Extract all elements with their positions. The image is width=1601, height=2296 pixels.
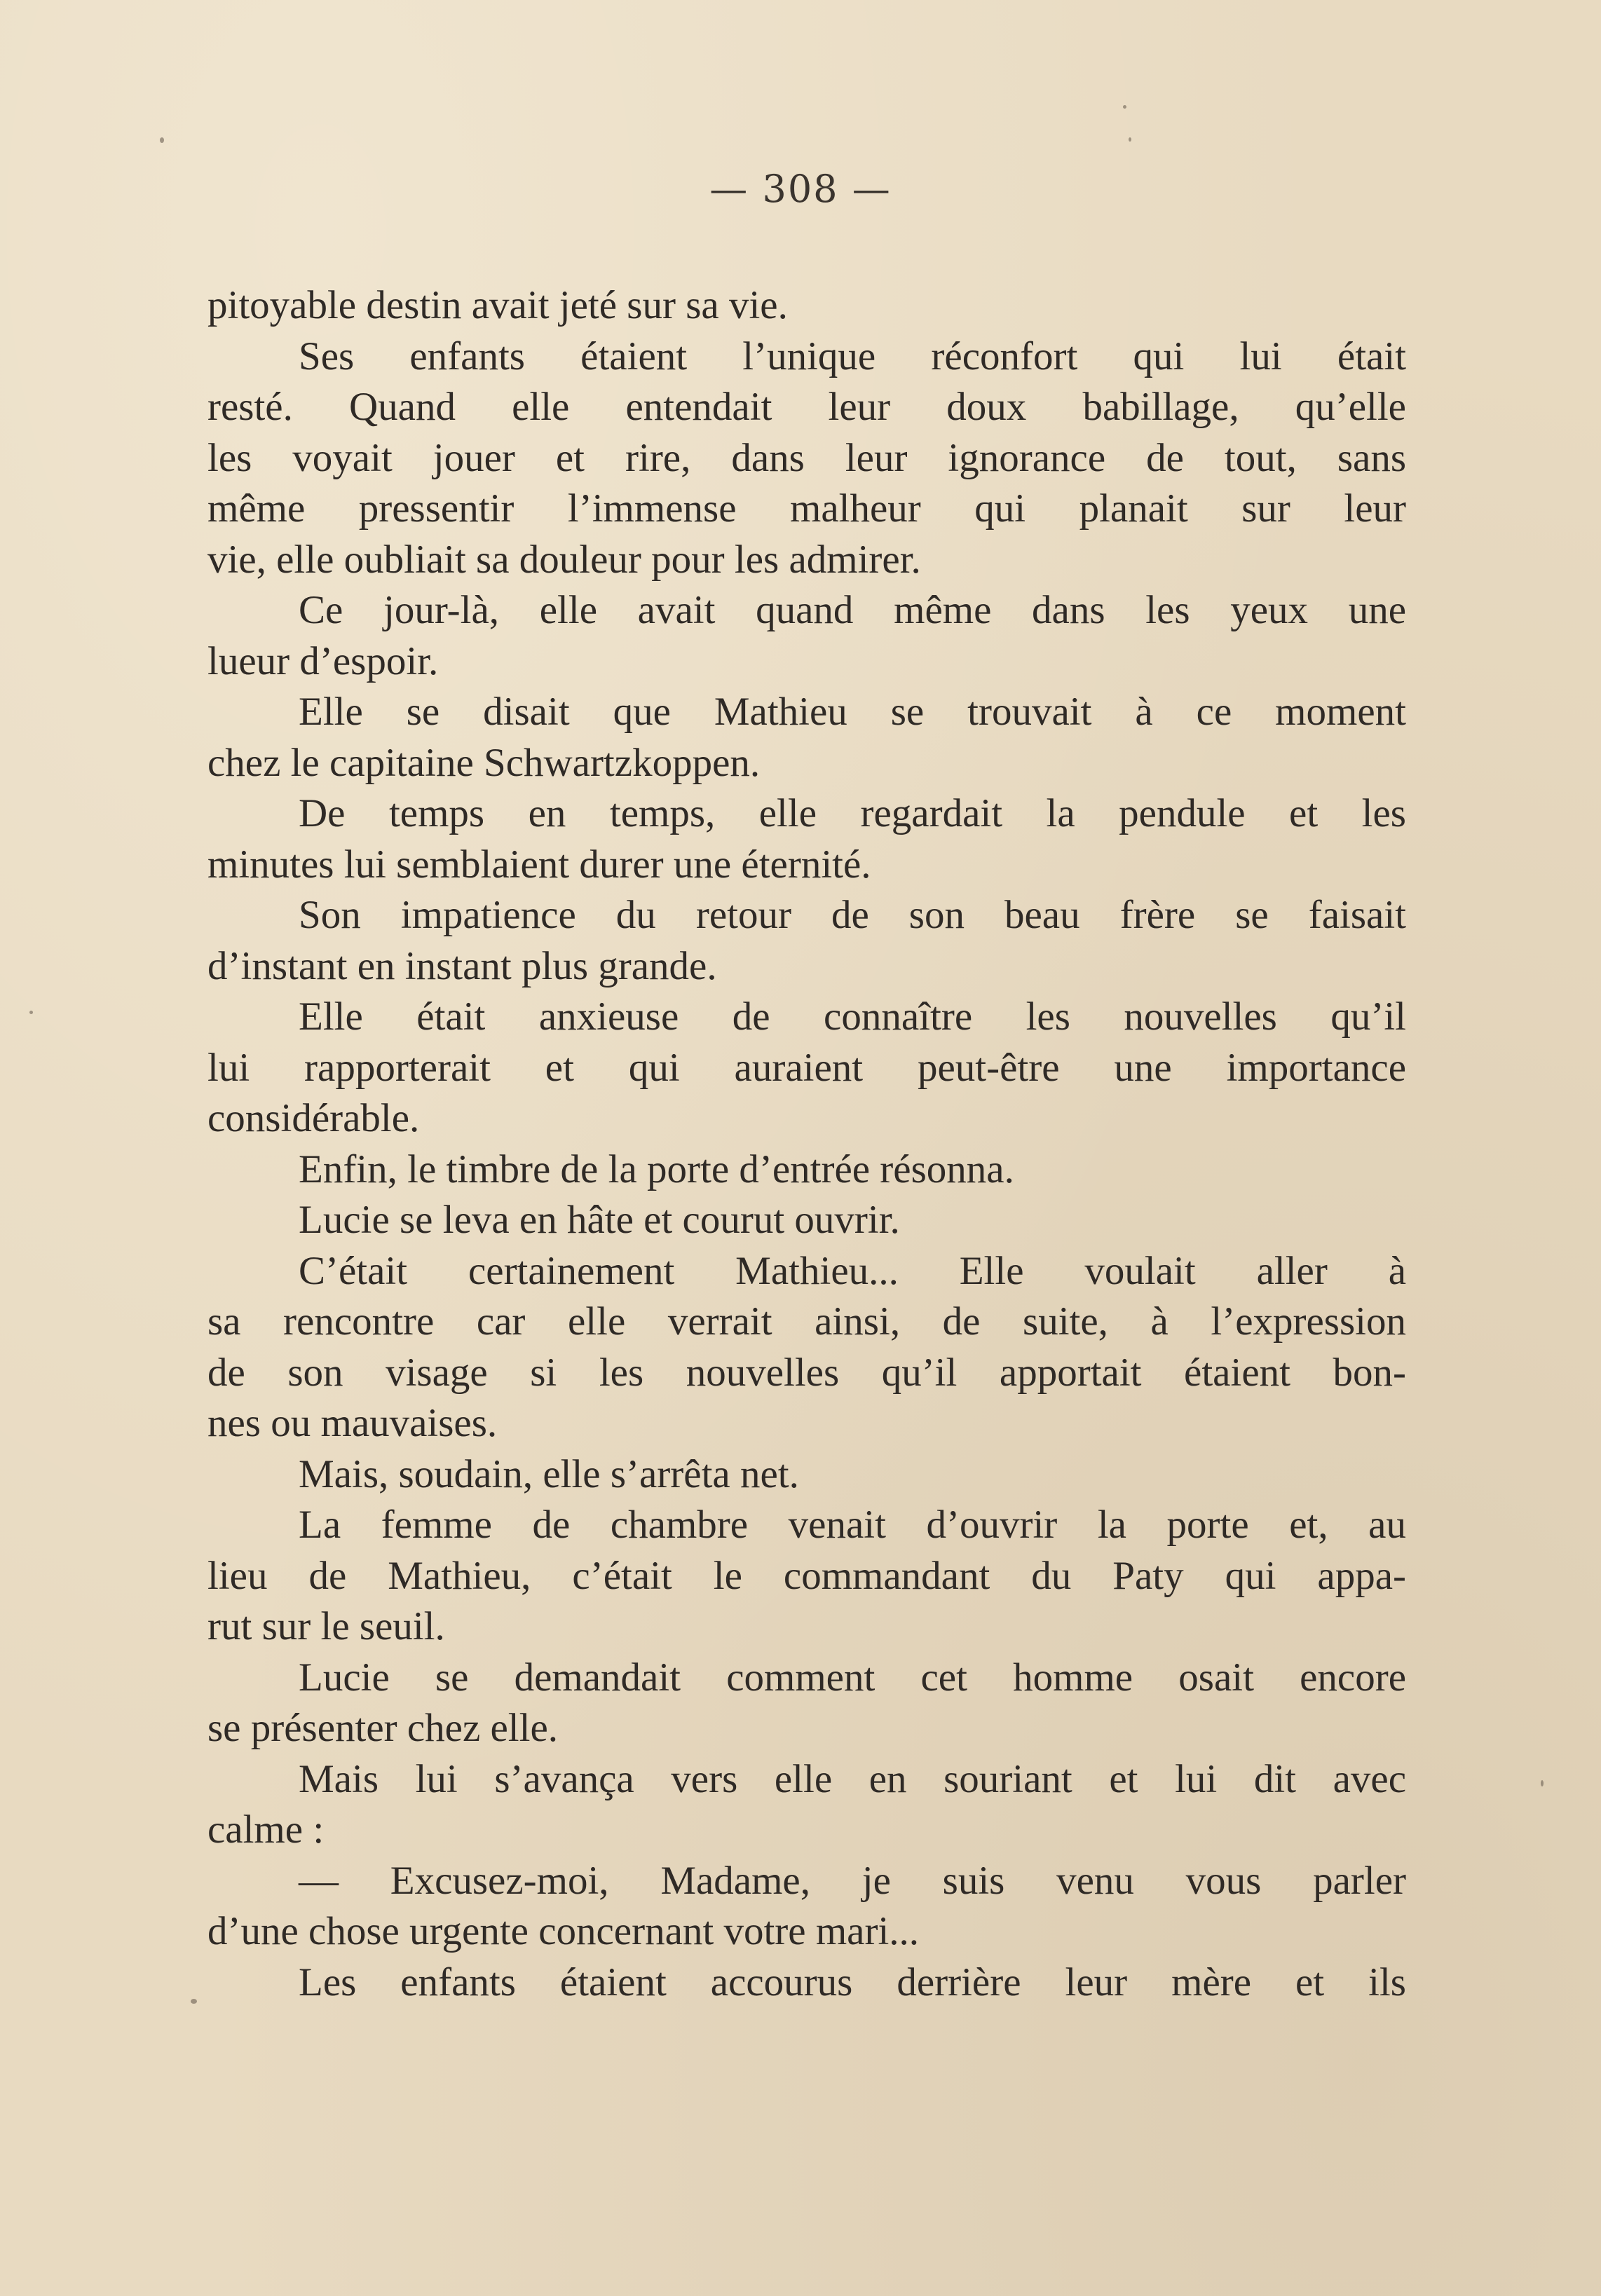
text-line: Son impatience du retour de son beau frère se faisait — [299, 893, 1406, 937]
text-line: chez le capitaine Schwartzkoppen. — [207, 740, 761, 785]
paper-speck — [1129, 137, 1131, 142]
text-line: rut sur le seuil. — [207, 1604, 445, 1648]
text-line: d’instant en instant plus grande. — [207, 943, 717, 988]
text-line: vie, elle oubliait sa douleur pour les admirer. — [207, 537, 921, 582]
text-line: lui rapporterait et qui auraient peut-être une importance — [207, 1045, 1406, 1090]
text-line: Les enfants étaient accourus derrière leur mère et ils — [299, 1960, 1406, 2004]
text-line: se présenter chez elle. — [207, 1706, 559, 1750]
text-line: C’était certainement Mathieu... Elle voulait aller à — [299, 1248, 1406, 1293]
text-line: d’une chose urgente concernant votre mari... — [207, 1909, 920, 1953]
paper-speck — [1123, 105, 1126, 109]
text-line: minutes lui semblaient durer une éternité. — [207, 842, 871, 887]
text-line: Elle était anxieuse de connaître les nouvelles qu’il — [299, 995, 1406, 1039]
text-line: les voyait jouer et rire, dans leur ignorance de tout, sans — [207, 435, 1406, 480]
text-line: Mais, soudain, elle s’arrêta net. — [299, 1451, 799, 1496]
text-line: Ce jour-là, elle avait quand même dans les yeux une — [299, 588, 1406, 632]
text-line: même pressentir l’immense malheur qui planait sur leur — [207, 486, 1406, 531]
paper-speck — [160, 137, 164, 143]
text-line: Ses enfants étaient l’unique réconfort qui lui était — [299, 334, 1406, 378]
paper-speck — [191, 1999, 197, 2004]
page-body-text — [207, 280, 1406, 2008]
text-line: nes ou mauvaises. — [207, 1401, 498, 1445]
text-line: considérable. — [207, 1096, 420, 1140]
text-line: Mais lui s’avança vers elle en souriant et lui dit avec — [299, 1756, 1406, 1801]
text-line: pitoyable destin avait jeté sur sa vie. — [207, 283, 788, 327]
text-line: Lucie se demandait comment cet homme osait encore — [299, 1655, 1406, 1700]
text-line: calme : — [207, 1808, 325, 1852]
text-line: Lucie se leva en hâte et courut ouvrir. — [299, 1198, 900, 1242]
text-line: lueur d’espoir. — [207, 638, 439, 683]
paper-speck — [29, 1011, 33, 1014]
paper-speck — [1541, 1780, 1544, 1786]
text-line: lieu de Mathieu, c’était le commandant du Paty qui appa- — [207, 1553, 1406, 1598]
text-line: Elle se disait que Mathieu se trouvait à ce moment — [299, 690, 1406, 734]
text-line: — Excusez-moi, Madame, je suis venu vous parler — [299, 1858, 1406, 1903]
text-line: sa rencontre car elle verrait ainsi, de suite, à l’expression — [207, 1299, 1406, 1344]
text-line: resté. Quand elle entendait leur doux babillage, qu’elle — [207, 385, 1406, 429]
text-line: La femme de chambre venait d’ouvrir la porte et, au — [299, 1503, 1406, 1547]
text-line: De temps en temps, elle regardait la pendule et les — [299, 791, 1406, 835]
text-line: de son visage si les nouvelles qu’il apportait étaient bon- — [207, 1350, 1406, 1395]
page-number: — 308 — — [709, 167, 892, 211]
text-line: Enfin, le timbre de la porte d’entrée résonna. — [299, 1147, 1014, 1191]
